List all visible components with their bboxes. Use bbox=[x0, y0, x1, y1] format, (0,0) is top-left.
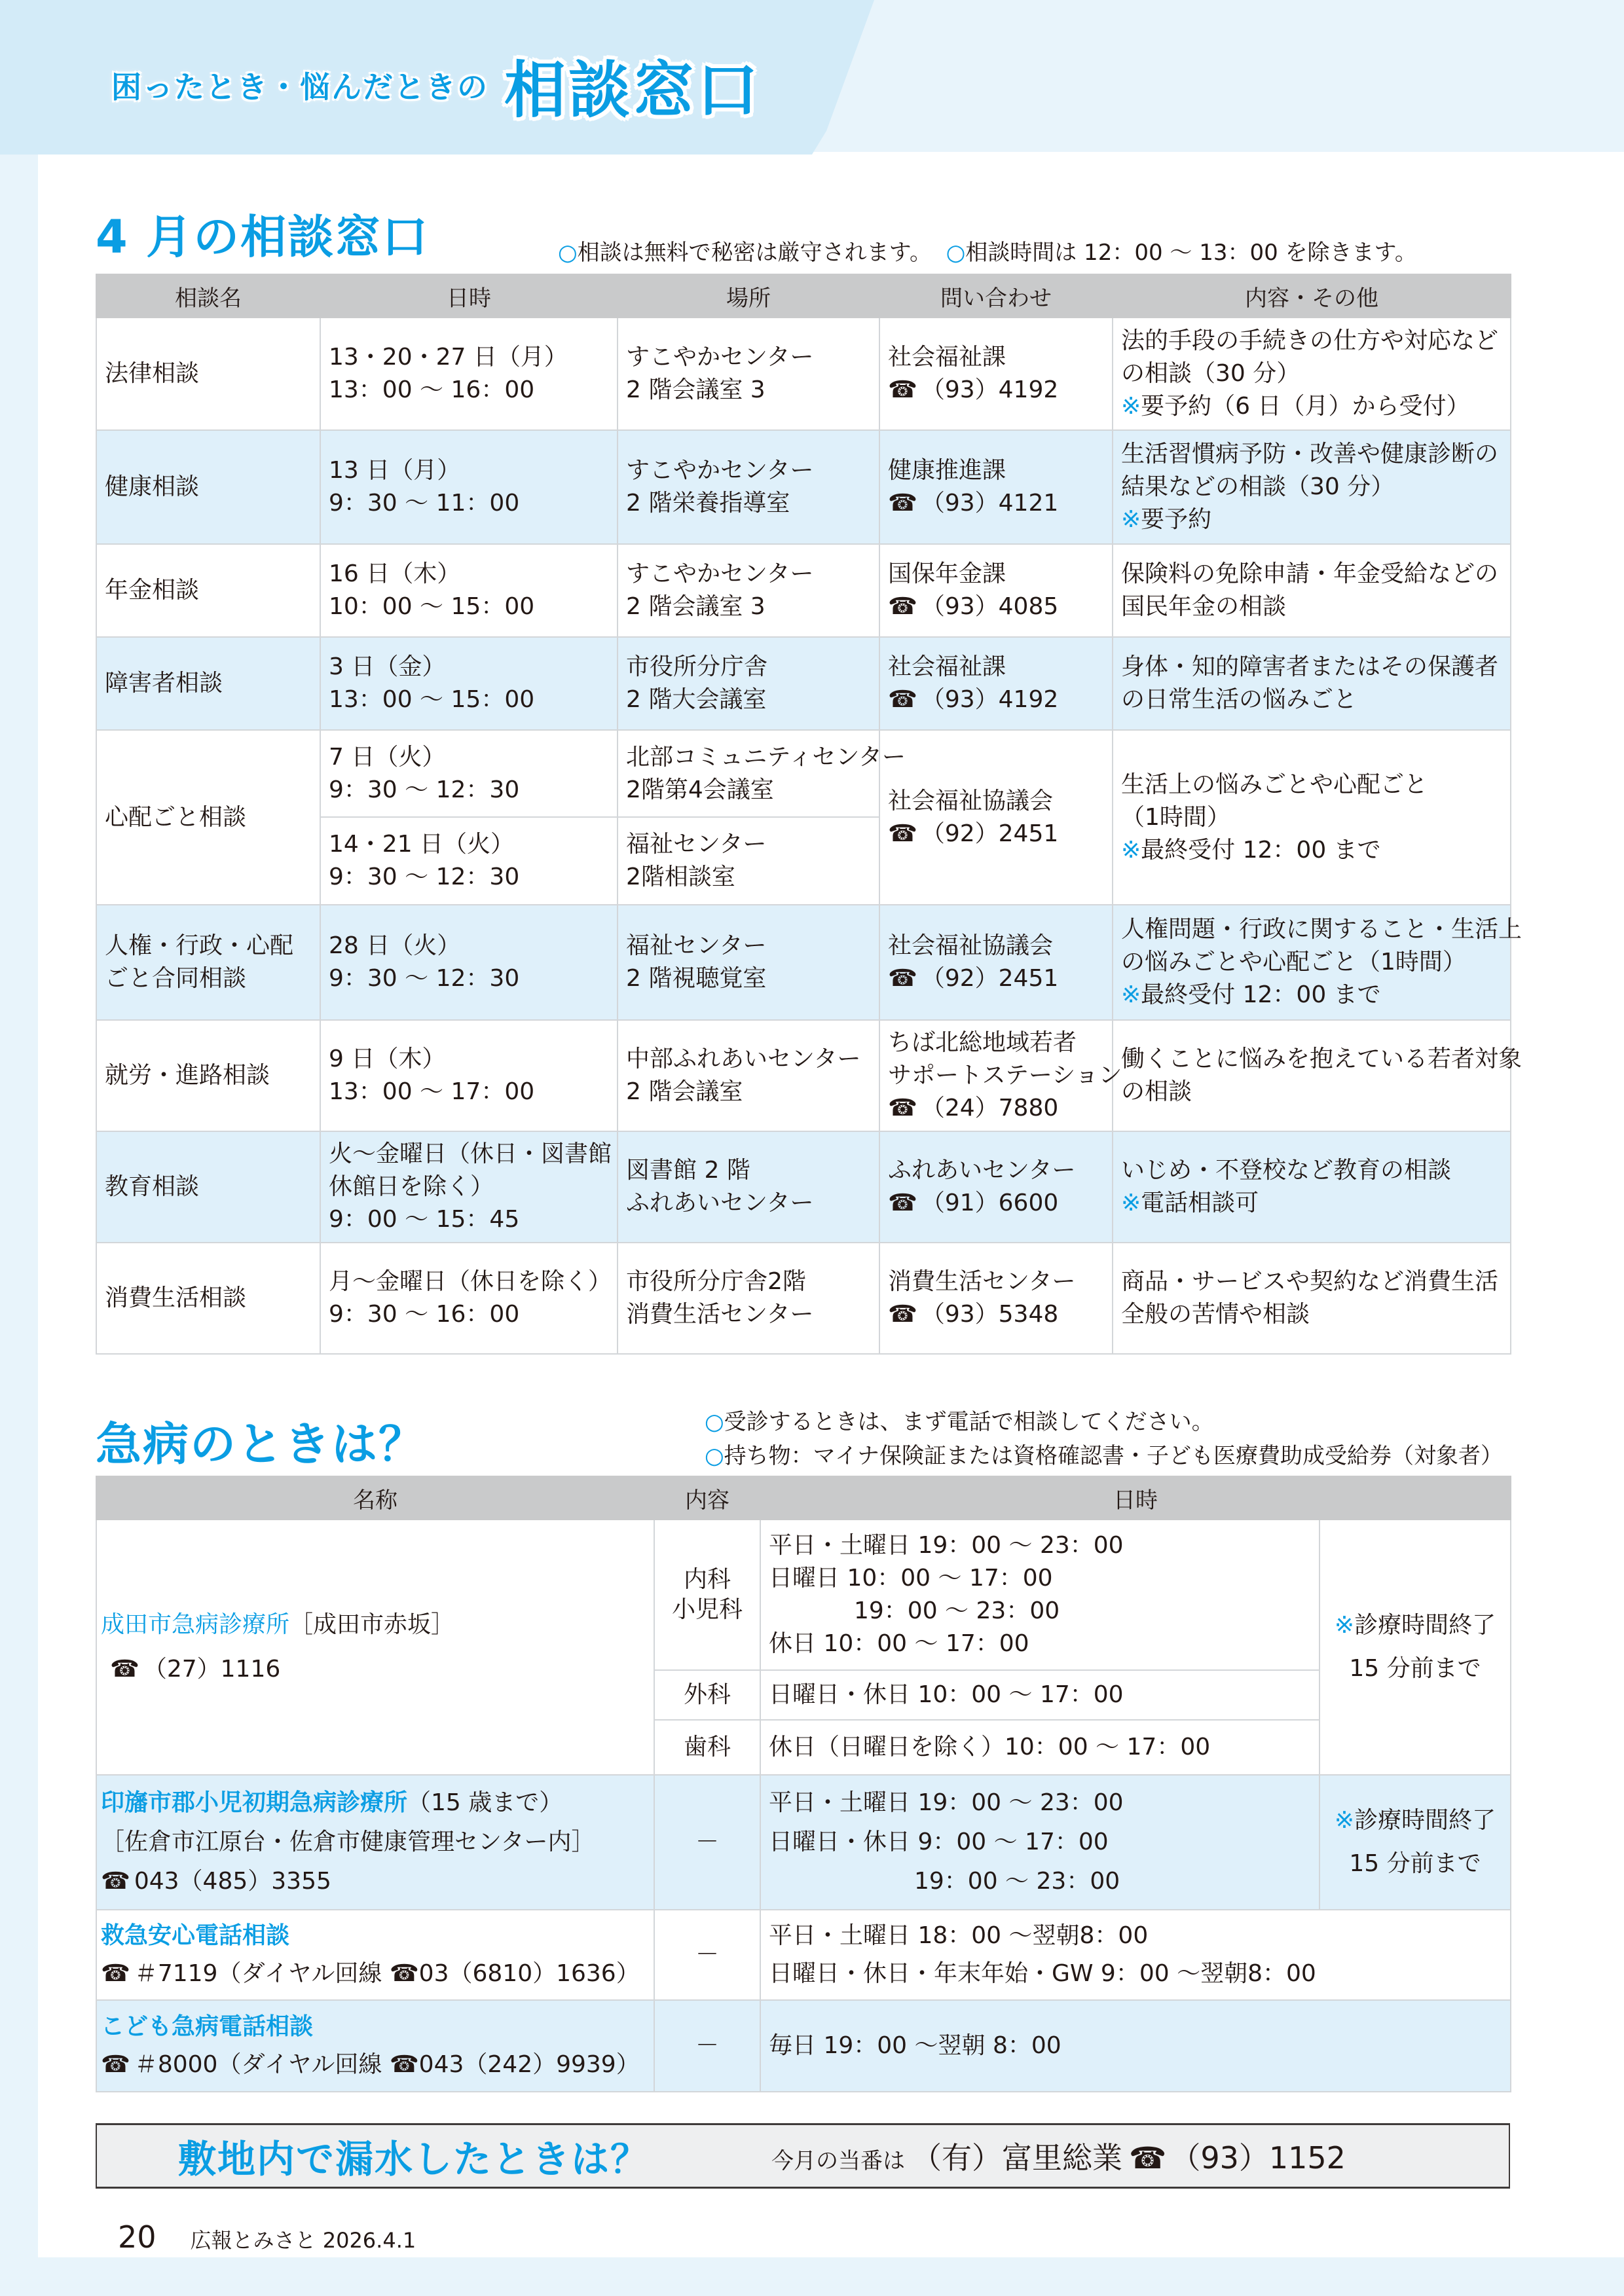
water-leak-title: 敷地内で漏水したときは？ bbox=[178, 2137, 650, 2181]
table-row bbox=[96, 1131, 1511, 1243]
circle-bullet-icon: ○ bbox=[558, 240, 578, 266]
hotline-kodomo bbox=[96, 2000, 654, 2092]
page-header bbox=[111, 41, 761, 129]
consult-contact: ふれあいセンター ☎ （91）6600 bbox=[879, 1131, 1113, 1243]
col-header-name: 名称 bbox=[96, 1476, 654, 1520]
table-row bbox=[96, 544, 1511, 637]
kome-mark-icon: ※ bbox=[1334, 1612, 1355, 1639]
consult-content: 生活習慣病予防・改善や健康診断の 結果などの相談（30 分） ※要予約 bbox=[1113, 430, 1511, 544]
phone-number: ☎ （93）4121 bbox=[888, 487, 1104, 520]
kome-mark-icon: ※ bbox=[1121, 981, 1141, 1008]
phone-number: ☎ （92）2451 bbox=[888, 962, 1104, 995]
hours: 毎日 19：00 ～翌朝 8：00 bbox=[760, 2000, 1511, 2092]
header-title: 相談窓口 bbox=[504, 55, 762, 126]
phone-number: ☎ ＃7119（ダイヤル回線 ☎03（6810）1636） bbox=[101, 1955, 646, 1993]
hours: 休日（日曜日を除く）10：00 ～ 17：00 bbox=[760, 1720, 1320, 1775]
hours: 日曜日・休日 10：00 ～ 17：00 bbox=[760, 1670, 1320, 1720]
table-row bbox=[96, 2000, 1511, 2092]
dept: 歯科 bbox=[654, 1720, 760, 1775]
emergency-notes bbox=[705, 1405, 1503, 1473]
emergency-note-items: 持ち物：マイナ保険証または資格確認書・子ども医療費助成受給券（対象者） bbox=[724, 1443, 1503, 1469]
consult-place: すこやかセンター 2 階栄養指導室 bbox=[618, 430, 879, 544]
consult-contact: 消費生活センター ☎ （93）5348 bbox=[879, 1243, 1113, 1354]
consult-date: 9 日（木） 13：00 ～ 17：00 bbox=[320, 1020, 618, 1131]
clinic-inba bbox=[96, 1775, 654, 1910]
phone-number: ☎ ＃8000（ダイヤル回線 ☎043（242）9939） bbox=[101, 2046, 646, 2084]
emergency-table-header bbox=[96, 1476, 1511, 1520]
phone-number: ☎ （24）7880 bbox=[888, 1092, 1104, 1125]
consult-note-hours: 相談時間は 12：00 ～ 13：00 を除きます。 bbox=[965, 240, 1417, 266]
consult-place: 中部ふれあいセンター 2 階会議室 bbox=[618, 1020, 879, 1131]
page-footer bbox=[118, 2219, 416, 2255]
consult-contact: ちば北総地域若者 サポートステーション ☎ （24）7880 bbox=[879, 1020, 1113, 1131]
col-header-place: 場所 bbox=[618, 274, 879, 318]
consult-contact: 社会福祉課 ☎ （93）4192 bbox=[879, 318, 1113, 430]
clinic-name: 成田市急病診療所 bbox=[101, 1611, 290, 1638]
phone-number: ☎ 043（485）3355 bbox=[101, 1862, 646, 1901]
table-row bbox=[96, 730, 1511, 817]
consult-name: 心配ごと相談 bbox=[96, 730, 320, 905]
remark: ※診療時間終了 15 分前まで bbox=[1320, 1775, 1511, 1910]
consult-date: 13 日（月） 9：30 ～ 11：00 bbox=[320, 430, 618, 544]
phone-number: ☎ （93）4192 bbox=[888, 374, 1104, 407]
kome-mark-icon: ※ bbox=[1121, 836, 1141, 864]
consult-table-header bbox=[96, 274, 1511, 318]
phone-number: ☎ （93）5348 bbox=[888, 1298, 1104, 1331]
hours: 平日・土曜日 18：00 ～翌朝8：00 日曜日・休日・年末年始・GW 9：00 ～翌朝8：00 bbox=[760, 1910, 1511, 2000]
consult-contact: 社会福祉協議会 ☎ （92）2451 bbox=[879, 905, 1113, 1020]
consult-note-free: 相談は無料で秘密は厳守されます。 bbox=[577, 240, 932, 266]
kome-mark-icon: ※ bbox=[1334, 1807, 1355, 1834]
consult-contact: 社会福祉協議会 ☎ （92）2451 bbox=[879, 730, 1113, 905]
hotline-name: こども急病電話相談 bbox=[101, 2013, 314, 2040]
consult-table bbox=[96, 274, 1522, 1355]
phone-number: ☎ （92）2451 bbox=[888, 818, 1104, 850]
phone-number: ☎ （93）4085 bbox=[888, 591, 1104, 623]
hours: 平日・土曜日 19：00 ～ 23：00 日曜日・休日 9：00 ～ 17：00 19：00 ～ 23：00 bbox=[760, 1775, 1320, 1910]
consult-place: 福祉センター 2 階視聴覚室 bbox=[618, 905, 879, 1020]
consult-name: 教育相談 bbox=[96, 1131, 320, 1243]
emergency-table bbox=[96, 1476, 1511, 2092]
emergency-section-title: 急病のときは？ bbox=[96, 1417, 426, 1471]
deadline-note: ※最終受付 12：00 まで bbox=[1121, 836, 1381, 864]
publication-info: 広報とみさと 2026.4.1 bbox=[190, 2228, 416, 2253]
emergency-note-call: 受診するときは、まず電話で相談してください。 bbox=[724, 1409, 1214, 1435]
deadline-note: ※最終受付 12：00 まで bbox=[1121, 981, 1381, 1008]
col-header-name: 相談名 bbox=[96, 274, 320, 318]
water-leak-info bbox=[771, 2134, 1346, 2178]
col-header-contact: 問い合わせ bbox=[879, 274, 1113, 318]
table-row bbox=[96, 637, 1511, 730]
consult-contact: 健康推進課 ☎ （93）4121 bbox=[879, 430, 1113, 544]
table-row bbox=[96, 1910, 1511, 2000]
dept: － bbox=[654, 1910, 760, 2000]
consult-name: 法律相談 bbox=[96, 318, 320, 430]
consult-place: 図書館 2 階 ふれあいセンター bbox=[618, 1131, 879, 1243]
consult-name: 人権・行政・心配 ごと合同相談 bbox=[96, 905, 320, 1020]
reservation-note: ※要予約 bbox=[1121, 506, 1212, 533]
consult-place: 北部コミュニティセンター 2階第4会議室 bbox=[618, 730, 879, 817]
consult-name: 年金相談 bbox=[96, 544, 320, 637]
table-row bbox=[96, 1775, 1511, 1910]
consult-place: 市役所分庁舎2階 消費生活センター bbox=[618, 1243, 879, 1354]
consult-date: 16 日（木） 10：00 ～ 15：00 bbox=[320, 544, 618, 637]
col-header-time: 日時 bbox=[760, 1476, 1511, 1520]
consult-content: 法的手段の手続きの仕方や対応など の相談（30 分） ※要予約（6 日（月）から受付） bbox=[1113, 318, 1511, 430]
consult-content: いじめ・不登校など教育の相談 ※電話相談可 bbox=[1113, 1131, 1511, 1243]
hotline-name: 救急安心電話相談 bbox=[101, 1922, 290, 1949]
consult-place: 福祉センター 2階相談室 bbox=[618, 817, 879, 905]
consult-content: 商品・サービスや契約など消費生活 全般の苦情や相談 bbox=[1113, 1243, 1511, 1354]
consult-content: 働くことに悩みを抱えている若者対象 の相談 bbox=[1113, 1020, 1511, 1131]
consult-contact: 社会福祉課 ☎ （93）4192 bbox=[879, 637, 1113, 730]
col-header-dept: 内容 bbox=[654, 1476, 760, 1520]
table-row bbox=[96, 1020, 1511, 1131]
hours: 平日・土曜日 19：00 ～ 23：00 日曜日 10：00 ～ 17：00 19：00 ～ 23：00 休日 10：00 ～ 17：00 bbox=[760, 1520, 1320, 1670]
table-row bbox=[96, 905, 1511, 1020]
header-subtitle: 困ったとき・悩んだときの bbox=[111, 69, 489, 105]
phone-number: ☎ （93）4192 bbox=[888, 683, 1104, 716]
consult-place: すこやかセンター 2 階会議室 3 bbox=[618, 544, 879, 637]
consult-name: 消費生活相談 bbox=[96, 1243, 320, 1354]
consult-date: 14・21 日（火） 9：30 ～ 12：30 bbox=[320, 817, 618, 905]
duty-company: （有）富里総業 bbox=[912, 2140, 1123, 2176]
clinic-location: ［佐倉市江原台・佐倉市健康管理センター内］ bbox=[101, 1829, 595, 1855]
table-row bbox=[96, 318, 1511, 430]
circle-bullet-icon: ○ bbox=[946, 240, 966, 266]
table-row bbox=[96, 1520, 1511, 1670]
consult-date: 月～金曜日（休日を除く） 9：30 ～ 16：00 bbox=[320, 1243, 618, 1354]
consult-date: 7 日（火） 9：30 ～ 12：30 bbox=[320, 730, 618, 817]
consult-content: 人権問題・行政に関すること・生活上 の悩みごとや心配ごと（1時間） ※最終受付 12：00 まで bbox=[1113, 905, 1511, 1020]
consult-place: 市役所分庁舎 2 階大会議室 bbox=[618, 637, 879, 730]
consult-date: 火～金曜日（休日・図書館 休館日を除く） 9：00 ～ 15：45 bbox=[320, 1131, 618, 1243]
kome-mark-icon: ※ bbox=[1121, 1190, 1141, 1216]
consult-date: 28 日（火） 9：30 ～ 12：30 bbox=[320, 905, 618, 1020]
duty-label: 今月の当番は bbox=[771, 2148, 906, 2174]
water-leak-box bbox=[96, 2123, 1510, 2189]
consult-name: 障害者相談 bbox=[96, 637, 320, 730]
clinic-name: 印旛市郡小児初期急病診療所 bbox=[101, 1789, 408, 1816]
phone-ok-note: ※電話相談可 bbox=[1121, 1190, 1259, 1216]
remark: ※診療時間終了 15 分前まで bbox=[1320, 1520, 1511, 1775]
consult-notes bbox=[558, 234, 1417, 266]
consult-date: 13・20・27 日（月） 13：00 ～ 16：00 bbox=[320, 318, 618, 430]
age-limit: （15 歳まで） bbox=[407, 1789, 563, 1816]
phone-number: ☎ （93）1152 bbox=[1129, 2134, 1346, 2178]
consult-place: すこやかセンター 2 階会議室 3 bbox=[618, 318, 879, 430]
kome-mark-icon: ※ bbox=[1121, 393, 1141, 420]
table-row bbox=[96, 430, 1511, 544]
table-row bbox=[96, 1243, 1511, 1354]
consult-content: 生活上の悩みごとや心配ごと （1時間） ※最終受付 12：00 まで bbox=[1113, 730, 1511, 905]
col-header-content: 内容・その他 bbox=[1113, 274, 1511, 318]
dept: 外科 bbox=[654, 1670, 760, 1720]
circle-bullet-icon: ○ bbox=[705, 1409, 724, 1435]
page-number: 20 bbox=[118, 2219, 157, 2255]
consult-content: 保険料の免除申請・年金受給などの 国民年金の相談 bbox=[1113, 544, 1511, 637]
consult-name: 健康相談 bbox=[96, 430, 320, 544]
consult-content: 身体・知的障害者またはその保護者 の日常生活の悩みごと bbox=[1113, 637, 1511, 730]
hotline-kyukyu bbox=[96, 1910, 654, 2000]
reservation-note: ※要予約（6 日（月）から受付） bbox=[1121, 393, 1470, 420]
dept: － bbox=[654, 2000, 760, 2092]
clinic-location: ［成田市赤坂］ bbox=[289, 1611, 455, 1638]
phone-number: ☎ （27）1116 bbox=[101, 1653, 646, 1686]
consult-contact: 国保年金課 ☎ （93）4085 bbox=[879, 544, 1113, 637]
dept: 内科 小児科 bbox=[654, 1520, 760, 1670]
consult-section-title: 4 月の相談窓口 bbox=[96, 210, 430, 264]
circle-bullet-icon: ○ bbox=[705, 1443, 724, 1469]
phone-number: ☎ （91）6600 bbox=[888, 1187, 1104, 1220]
consult-date: 3 日（金） 13：00 ～ 15：00 bbox=[320, 637, 618, 730]
dept: － bbox=[654, 1775, 760, 1910]
col-header-date: 日時 bbox=[320, 274, 618, 318]
clinic-narita bbox=[96, 1520, 654, 1775]
consult-name: 就労・進路相談 bbox=[96, 1020, 320, 1131]
kome-mark-icon: ※ bbox=[1121, 506, 1141, 533]
